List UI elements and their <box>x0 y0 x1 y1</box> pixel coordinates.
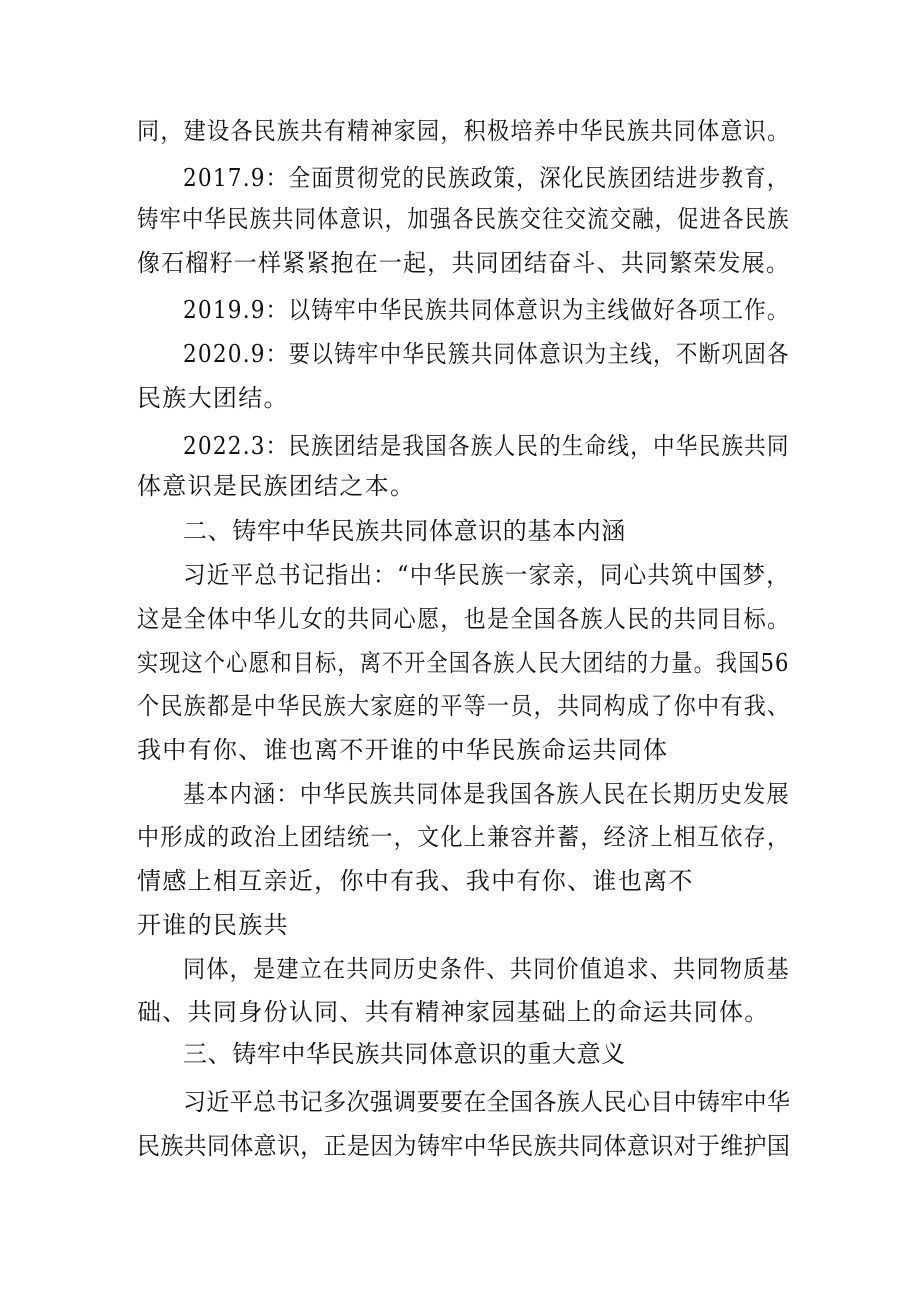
text-line-19: 开谁的民族共 <box>137 911 289 939</box>
text-line-24: 民族共同体意识，正是因为铸牢中华民族共同体意识对于维护国 <box>137 1132 791 1160</box>
text-line-5: 2019.9：以铸牢中华民族共同体意识为主线做好各项工作。 <box>183 296 790 324</box>
section-heading-3: 三、铸牢中华民族共同体意识的重大意义 <box>183 1040 626 1068</box>
text-line-11: 习近平总书记指出：“中华民族一家亲，同心共筑中国梦， <box>183 561 791 589</box>
text-line-6: 2020.9：要以铸牢中华民簇共同体意识为主线，不断巩固各 <box>183 340 790 368</box>
text-line-23: 习近平总书记多次强调要要在全国各族人民心目中铸牢中华 <box>183 1088 791 1116</box>
text-line-12: 这是全体中华儿女的共同心愿，也是全国各族人民的共同目标。 <box>137 605 791 633</box>
text-line-20: 同体，是建立在共同历史条件、共同价值追求、共同物质基 <box>183 955 790 983</box>
text-line-18: 情感上相互亲近，你中有我、我中有你、谁也离不 <box>137 867 694 895</box>
text-line-1: 同，建设各民族共有精神家园，积极培养中华民族共同体意识。 <box>137 117 791 145</box>
text-line-13: 实现这个心愿和目标，离不开全国各族人民大团结的力量。我国56 <box>137 649 790 677</box>
text-line-3: 铸牢中华民族共同体意识，加强各民族交往交流交融，促进各民族 <box>137 205 790 233</box>
text-line-16: 基本内涵：中华民族共同体是我国各族人民在长期历史发展 <box>183 780 790 808</box>
text-line-4: 像石榴籽一样紧紧抱在一起，共同团结奋斗、共同繁荣发展。 <box>137 249 791 277</box>
text-line-15: 我中有你、谁也离不开谁的中华民族命运共同体 <box>137 736 669 764</box>
text-line-14: 个民族都是中华民族大家庭的平等一员，共同构成了你中有我、 <box>137 692 791 720</box>
text-line-8: 2022.3：民族团结是我国各族人民的生命线，中华民族共同 <box>183 432 790 460</box>
text-line-7: 民族大团结。 <box>137 384 289 412</box>
text-line-2: 2017.9：全面贯彻党的民族政策，深化民族团结进步教育， <box>183 164 790 192</box>
text-line-9: 体意识是民族团结之本。 <box>137 472 416 500</box>
section-heading-2: 二、铸牢中华民族共同体意识的基本内涵 <box>183 517 626 545</box>
text-line-17: 中形成的政治上团结统一，文化上兼容并蓄，经济上相互依存， <box>137 823 791 851</box>
text-line-21: 础、共同身份认同、共有精神家园基础上的命运共同体。 <box>137 998 770 1026</box>
